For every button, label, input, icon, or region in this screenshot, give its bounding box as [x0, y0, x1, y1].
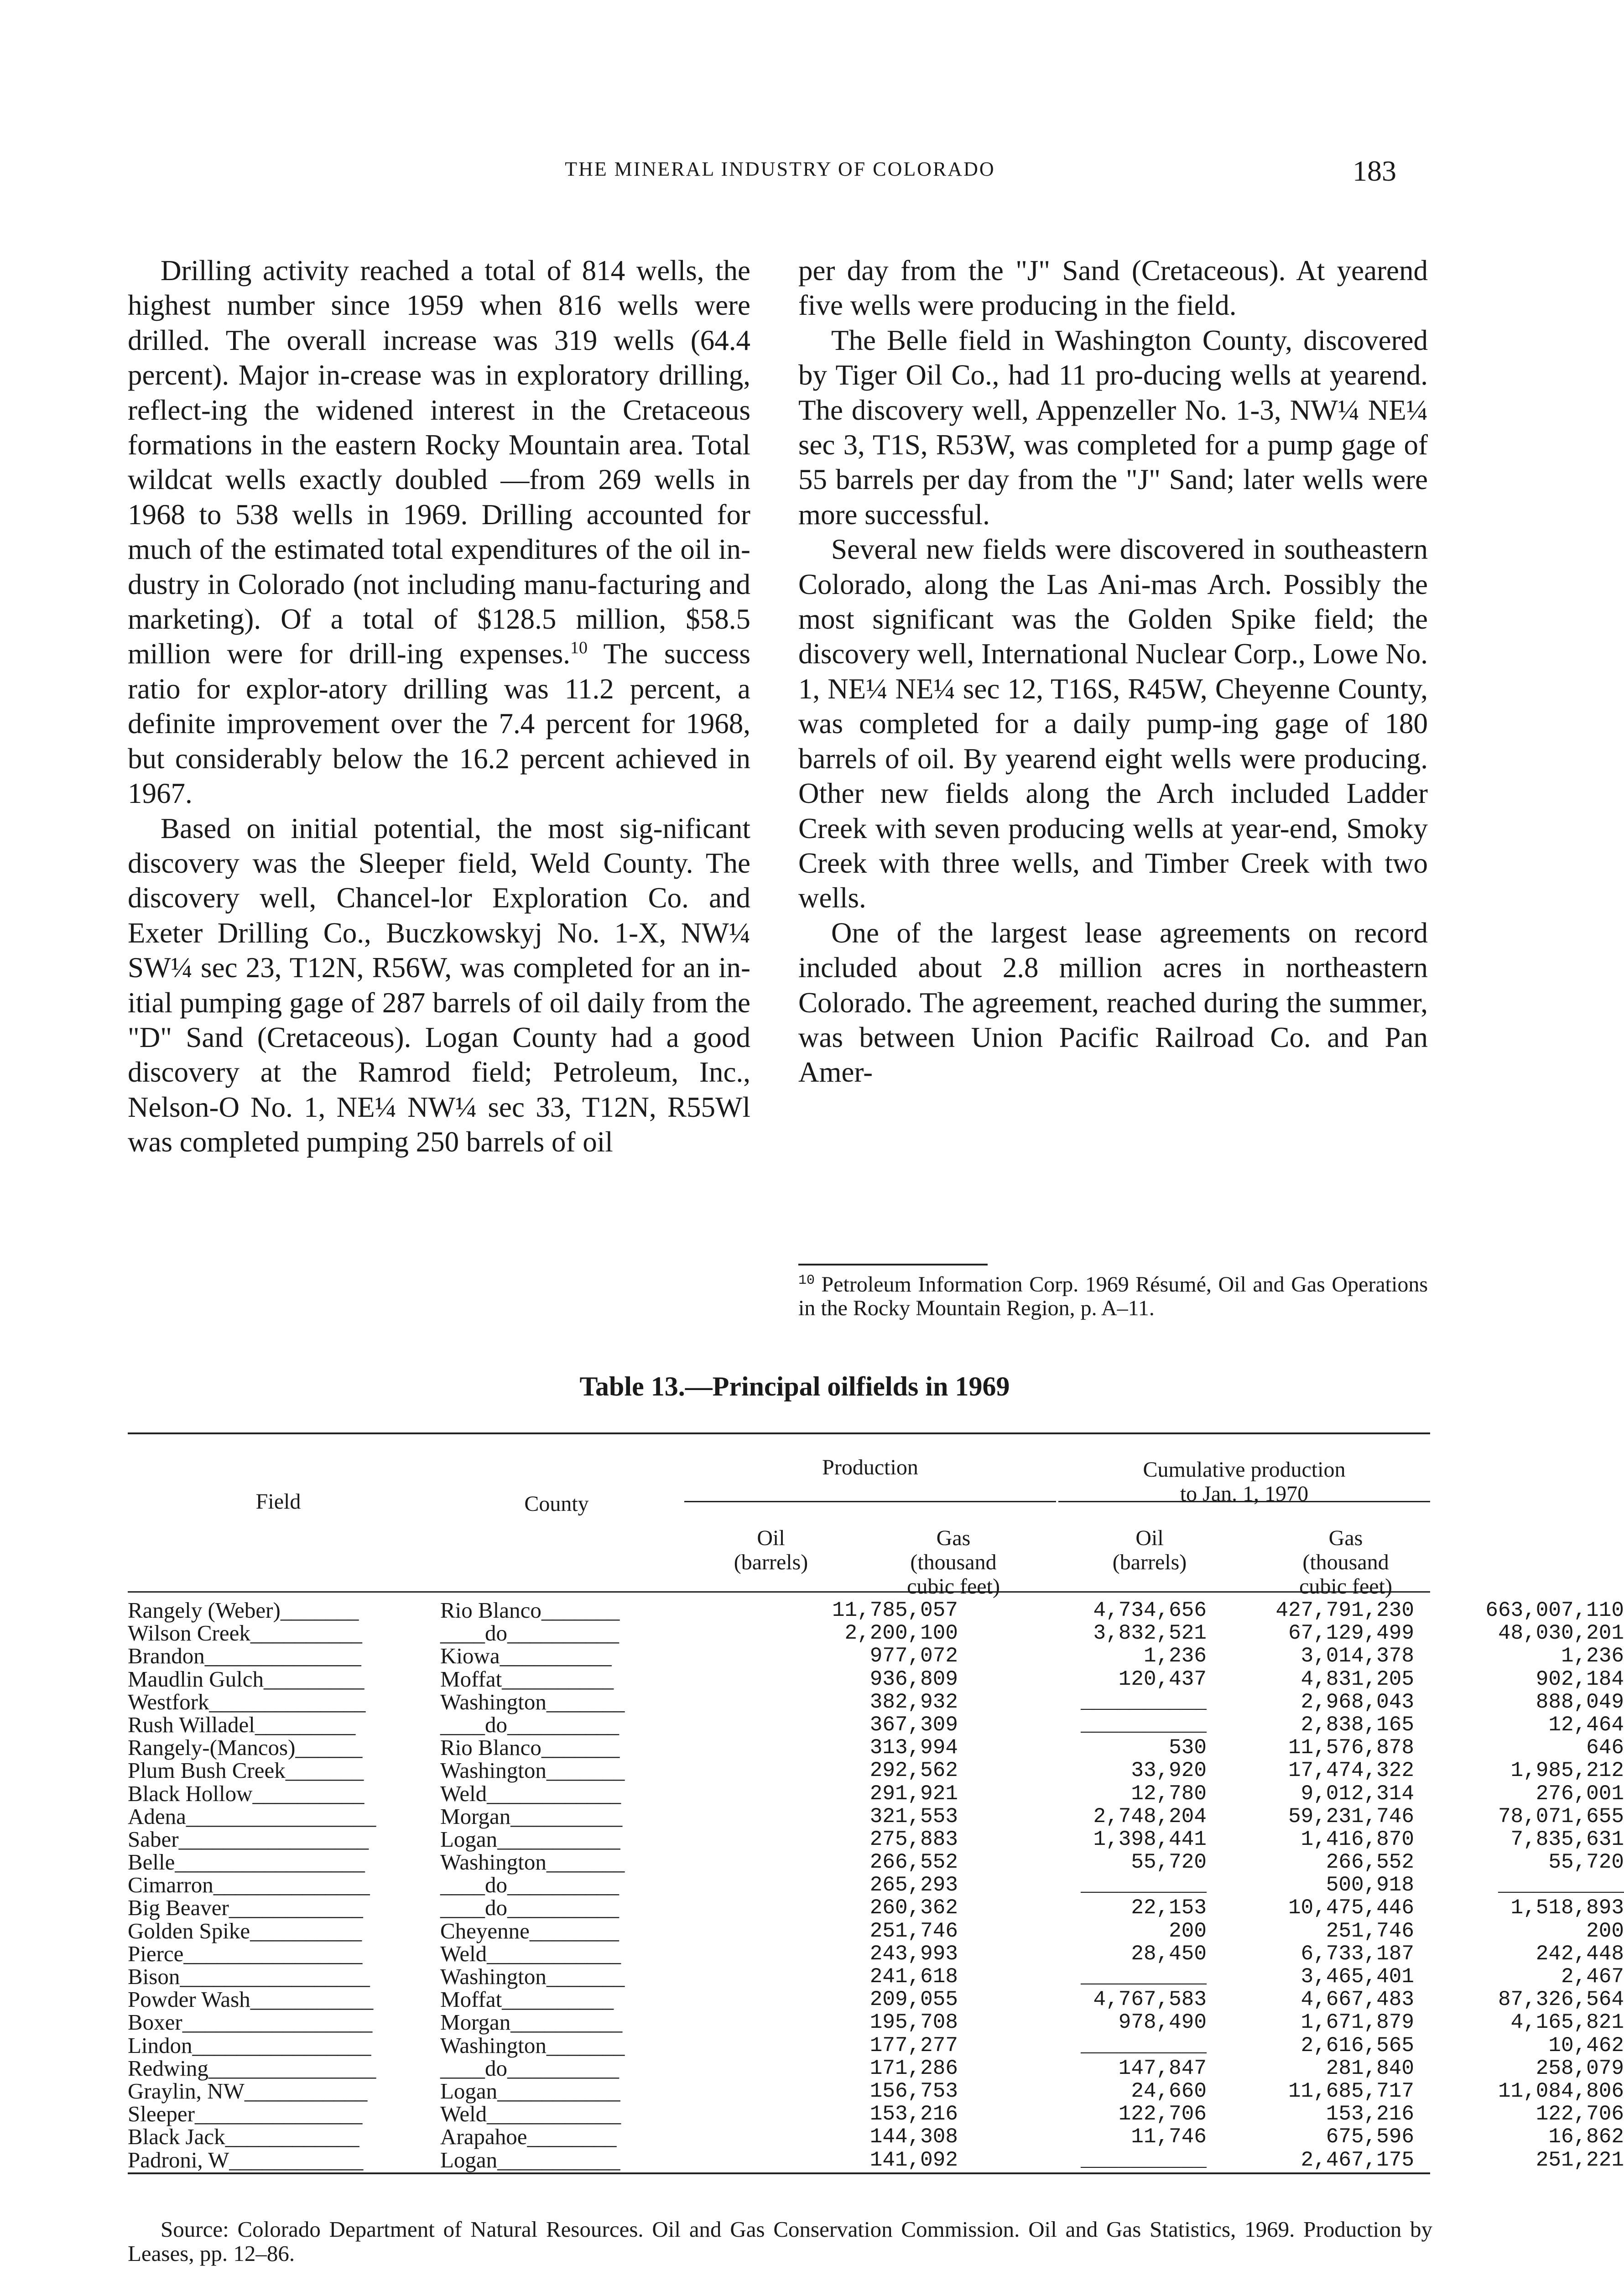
- table-row: [128, 1598, 1624, 1623]
- cell-cum-gas: 888,049: [1536, 1690, 1624, 1714]
- cell-cum-gas: 646: [1586, 1736, 1624, 1760]
- footnote-number: 10: [798, 1273, 815, 1288]
- production-rule: [684, 1501, 1056, 1502]
- cell-oil: 195,708: [869, 2010, 958, 2035]
- table-row: [128, 1849, 1624, 1875]
- cell-field: Pierce________________: [128, 1941, 363, 1966]
- cell-cum-oil: 427,791,230: [1275, 1599, 1414, 1622]
- cell-cum-gas: 55,720: [1548, 1850, 1624, 1875]
- cell-cum-oil: 1,416,870: [1301, 1827, 1414, 1851]
- cell-gas: 28,450: [1131, 1942, 1207, 1966]
- table-row: [128, 1781, 1624, 1806]
- cell-county: Cheyenne________: [440, 1918, 619, 1943]
- cell-county: Washington_______: [440, 1758, 625, 1783]
- header-cumulative: Cumulative production to Jan. 1, 1970: [1143, 1458, 1346, 1506]
- cell-field: Adena_________________: [128, 1803, 376, 1829]
- cell-cum-oil: 1,671,879: [1301, 2010, 1414, 2035]
- header-bottom-rule: [128, 1591, 1430, 1593]
- cell-cum-oil: 500,918: [1326, 1873, 1414, 1897]
- table-row: [128, 1758, 1624, 1783]
- cell-cum-gas: 10,462: [1548, 2033, 1624, 2057]
- cell-field: Black Hollow__________: [128, 1781, 364, 1806]
- footnote-ref: 10: [570, 638, 588, 658]
- cell-cum-gas: 11,084,806: [1498, 2079, 1624, 2103]
- cell-cum-oil: 67,129,499: [1288, 1621, 1414, 1646]
- cell-county: ____do__________: [440, 2055, 619, 2081]
- cell-field: Redwing_______________: [128, 2055, 376, 2081]
- table-title: Table 13.—Principal oilfields in 1969: [579, 1371, 1010, 1401]
- cell-cum-gas: 87,326,564: [1498, 1988, 1624, 2012]
- cell-cum-gas: 78,071,655: [1498, 1804, 1624, 1828]
- cell-gas: 978,490: [1118, 2010, 1207, 2035]
- cell-oil: 141,092: [869, 2148, 958, 2172]
- cell-cum-gas: 663,007,110: [1485, 1599, 1624, 1622]
- cell-oil: 291,921: [869, 1781, 958, 1806]
- cell-county: Logan___________: [440, 2078, 620, 2104]
- cell-gas: __________: [1080, 1965, 1207, 1989]
- cell-oil: 177,277: [869, 2033, 958, 2057]
- table-row: [128, 1964, 1624, 1989]
- cell-oil: 243,993: [869, 1942, 958, 1966]
- running-head: THE MINERAL INDUSTRY OF COLORADO: [565, 158, 995, 180]
- cell-cum-oil: 17,474,322: [1288, 1759, 1414, 1783]
- header-production: Production: [822, 1455, 918, 1479]
- cell-cum-oil: 3,465,401: [1301, 1965, 1414, 1989]
- cell-county: Rio Blanco_______: [440, 1735, 620, 1760]
- cell-field: Rangely (Weber)_______: [128, 1598, 359, 1623]
- cell-oil: 144,308: [869, 2125, 958, 2149]
- cell-cum-oil: 2,467,175: [1301, 2148, 1414, 2172]
- table-top-rule: [128, 1432, 1430, 1434]
- table-row: [128, 1826, 1624, 1852]
- cell-oil: 321,553: [869, 1804, 958, 1828]
- cell-county: Logan___________: [440, 1826, 620, 1852]
- cell-oil: 292,562: [869, 1759, 958, 1783]
- header-oil: Oil (barrels): [734, 1526, 808, 1574]
- cell-cum-gas: 122,706: [1536, 2102, 1624, 2126]
- cell-cum-gas: 7,835,631: [1510, 1827, 1624, 1851]
- cell-field: Maudlin Gulch_________: [128, 1666, 364, 1692]
- cell-cum-oil: 251,746: [1326, 1919, 1414, 1943]
- cell-oil: 265,293: [869, 1873, 958, 1897]
- cell-cum-gas: 2,467: [1561, 1965, 1624, 1989]
- cell-oil: 171,286: [869, 2056, 958, 2080]
- cell-cum-oil: 266,552: [1326, 1850, 1414, 1875]
- cell-field: Padroni, W____________: [128, 2147, 364, 2172]
- paragraph: Based on initial potential, the most sig-nificant discovery was the Sleeper field, Weld County. The discovery well, Chancel-lor Exploration Co. and Exeter Drilling Co., Buczkowskyj No. 1-X, NW¼ SW¼ sec 23, T12N, R56W, was completed for an in-itial pumping gage of 287 barrels of oil daily from the "D" Sand (Cretaceous). Logan County had a good discovery at the Ramrod field; Petroleum, Inc., Nelson-O No. 1, NE¼ NW¼ sec 33, T12N, R55Wl was completed pumping 250 barrels of oil: [128, 812, 750, 1158]
- paragraph: Several new fields were discovered in southeastern Colorado, along the Las Ani-mas Arch. Possibly the most significant was the Golden Spike field; the discovery well, International Nuclear Corp., Lowe No. 1, NE¼ NE¼ sec 12, T16S, R45W, Cheyenne County, was completed for a daily pump-ing gage of 180 barrels of oil. By yearend eight wells were producing. Other new fields along the Arch included Ladder Creek with seven producing wells at year-end, Smoky Creek with three wells, and Timber Creek with two wells.: [798, 533, 1428, 914]
- cell-cum-oil: 10,475,446: [1288, 1896, 1414, 1920]
- cell-cum-gas: 12,464: [1548, 1713, 1624, 1737]
- cell-gas: __________: [1080, 1690, 1207, 1714]
- paragraph: per day from the "J" Sand (Cretaceous). At yearend five wells were producing in the field.: [798, 255, 1428, 322]
- cell-county: ____do__________: [440, 1872, 619, 1898]
- table-row: [128, 2124, 1624, 2150]
- cell-field: Rush Willadel_________: [128, 1712, 356, 1737]
- table-row: [128, 2032, 1624, 2058]
- table-row: [128, 1872, 1624, 1898]
- cell-oil: 275,883: [869, 1827, 958, 1851]
- cell-field: Sleeper_______________: [128, 2101, 363, 2127]
- cell-gas: 24,660: [1131, 2079, 1207, 2103]
- cell-oil: 266,552: [869, 1850, 958, 1875]
- cell-county: Arapahoe________: [440, 2124, 617, 2150]
- cell-cum-oil: 675,596: [1326, 2125, 1414, 2149]
- cell-county: Weld____________: [440, 2101, 621, 2127]
- cell-cum-oil: 2,838,165: [1301, 1713, 1414, 1737]
- cell-county: ____do__________: [440, 1895, 619, 1921]
- table-row: [128, 1941, 1624, 1966]
- cell-field: Rangely-(Mancos)______: [128, 1735, 363, 1760]
- cell-cum-oil: 4,667,483: [1301, 1988, 1414, 2012]
- footnote-rule: [798, 1264, 988, 1265]
- cell-cum-oil: 9,012,314: [1301, 1781, 1414, 1806]
- footnote: $^{10}$ Petroleum Information Corp. 1969 Résumé, Oil and Gas Operations in the Rocky Mountain Region, p. A–11.: [798, 1272, 1428, 1320]
- cell-county: Washington_______: [440, 1964, 625, 1989]
- paragraph: Drilling activity reached a total of 814 wells, the highest number since 1959 when 816 wells were drilled. The overall increase was 319 wells (64.4 percent). Major in-crease was in exploratory drilling, reflect-ing the widened interest in the Cretaceous formations in the eastern Rocky Mountain area. Total wildcat wells exactly doubled —from 269 wells in 1968 to 538 wells in 1969. Drilling accounted for much of the estimated total expenditures of the oil in-dustry in Colorado (not including manu-facturing and marketing). Of a total of $128.5 million, $58.5 million were for drill-ing expenses.$^{10}$ The success ratio for explor-atory drilling was 11.2 percent, a definite improvement over the 7.4 percent for 1968, but considerably below the 16.2 percent achieved in 1967.: [128, 255, 751, 810]
- cell-gas: 122,706: [1118, 2102, 1207, 2126]
- cell-cum-gas: 258,079: [1536, 2056, 1624, 2080]
- cell-cum-gas: 276,001: [1536, 1781, 1624, 1806]
- table-row: [128, 1895, 1624, 1921]
- cell-oil: 156,753: [869, 2079, 958, 2103]
- cell-cum-gas: __________: [1498, 1873, 1624, 1897]
- cell-oil: 260,362: [869, 1896, 958, 1920]
- cell-county: Rio Blanco_______: [440, 1598, 620, 1623]
- cell-gas: 120,437: [1118, 1667, 1207, 1691]
- page-number: 183: [1353, 155, 1396, 187]
- table-bottom-rule: [128, 2172, 1430, 2174]
- cell-field: Wilson Creek__________: [128, 1620, 362, 1646]
- cell-county: Weld____________: [440, 1781, 621, 1806]
- table-row: [128, 2010, 1624, 2035]
- cell-cum-gas: 48,030,201: [1498, 1621, 1624, 1646]
- cell-gas: 3,832,521: [1093, 1621, 1207, 1646]
- table-row: [128, 2078, 1624, 2104]
- cell-county: Washington_______: [440, 1689, 625, 1714]
- cell-cum-gas: 4,165,821: [1510, 2010, 1624, 2035]
- cell-field: Westfork______________: [128, 1689, 366, 1714]
- table-row: [128, 1643, 1624, 1669]
- cell-cum-gas: 1,518,893: [1510, 1896, 1624, 1920]
- cell-cum-oil: 6,733,187: [1301, 1942, 1414, 1966]
- cell-county: Kiowa__________: [440, 1643, 612, 1669]
- cell-field: Black Jack____________: [128, 2124, 359, 2150]
- cell-oil: 313,994: [869, 1736, 958, 1760]
- left-column: [128, 253, 750, 1160]
- cell-field: Cimarron______________: [128, 1872, 370, 1898]
- table-row: [128, 1987, 1624, 2012]
- paragraph: The Belle field in Washington County, discovered by Tiger Oil Co., had 11 pro-ducing wells at yearend. The discovery well, Appenzeller No. 1-3, NW¼ NE¼ sec 3, T1S, R53W, was completed for a pump gage of 55 barrels per day from the "J" Sand; later wells were more successful.: [798, 324, 1428, 531]
- cell-county: Morgan__________: [440, 1803, 623, 1829]
- table-row: [128, 1803, 1624, 1829]
- cell-field: Lindon________________: [128, 2032, 371, 2058]
- cell-gas: 55,720: [1131, 1850, 1207, 1875]
- cell-county: Moffat__________: [440, 1987, 614, 2012]
- table-source: Source: Colorado Department of Natural Resources. Oil and Gas Conservation Commission. Oil and Gas Statistics, 1969. Production by Leases, pp. 12–86.: [128, 2217, 1432, 2266]
- cell-cum-gas: 1,236: [1561, 1644, 1624, 1668]
- right-column: [798, 253, 1428, 1090]
- table-row: [128, 1666, 1624, 1692]
- cell-oil: 367,309: [869, 1713, 958, 1737]
- cell-county: Moffat__________: [440, 1666, 614, 1692]
- header-gas: Gas (thousand cubic feet): [907, 1526, 1000, 1599]
- cell-oil: 153,216: [869, 2102, 958, 2126]
- header-cum-gas: Gas (thousand cubic feet): [1299, 1526, 1392, 1599]
- cell-cum-oil: 4,831,205: [1301, 1667, 1414, 1691]
- cell-cum-oil: 3,014,378: [1301, 1644, 1414, 1668]
- cell-oil: 241,618: [869, 1965, 958, 1989]
- cell-county: Washington_______: [440, 1849, 625, 1875]
- cell-field: Bison_________________: [128, 1964, 370, 1989]
- cell-gas: 11,746: [1131, 2125, 1207, 2149]
- paragraph: One of the largest lease agreements on record included about 2.8 million acres in northeastern Colorado. The agreement, reached during the summer, was between Union Pacific Railroad Co. and Pan Amer-: [798, 917, 1428, 1088]
- cell-gas: 1,236: [1143, 1644, 1207, 1668]
- cell-county: Washington_______: [440, 2032, 625, 2058]
- cell-field: Graylin, NW___________: [128, 2078, 368, 2104]
- cell-field: Golden Spike__________: [128, 1918, 362, 1943]
- cell-oil: 2,200,100: [844, 1621, 958, 1646]
- cell-gas: 2,748,204: [1093, 1804, 1207, 1828]
- cell-county: Weld____________: [440, 1941, 621, 1966]
- cell-gas: __________: [1080, 2148, 1207, 2172]
- cell-gas: 12,780: [1131, 1781, 1207, 1806]
- cell-oil: 11,785,057: [832, 1599, 958, 1622]
- cell-oil: 251,746: [869, 1919, 958, 1943]
- cell-gas: 33,920: [1131, 1759, 1207, 1783]
- cell-cum-gas: 200: [1586, 1919, 1624, 1943]
- cell-cum-gas: 16,862: [1548, 2125, 1624, 2149]
- cell-gas: __________: [1080, 1713, 1207, 1737]
- cell-cum-oil: 281,840: [1326, 2056, 1414, 2080]
- cell-gas: __________: [1080, 2033, 1207, 2057]
- cell-cum-gas: 902,184: [1536, 1667, 1624, 1691]
- cell-field: Saber_________________: [128, 1826, 369, 1852]
- table-row: [128, 2147, 1624, 2172]
- cell-field: Big Beaver____________: [128, 1895, 363, 1921]
- cell-field: Powder Wash___________: [128, 1987, 374, 2012]
- cell-oil: 209,055: [869, 1988, 958, 2012]
- cell-cum-gas: 251,221: [1536, 2148, 1624, 2172]
- cell-county: Morgan__________: [440, 2010, 623, 2035]
- table-row: [128, 1620, 1624, 1646]
- cell-cum-oil: 11,576,878: [1288, 1736, 1414, 1760]
- cell-gas: 4,767,583: [1093, 1988, 1207, 2012]
- cell-cum-oil: 2,616,565: [1301, 2033, 1414, 2057]
- header-field: Field: [255, 1489, 301, 1514]
- cell-county: ____do__________: [440, 1712, 619, 1737]
- table-row: [128, 2055, 1624, 2081]
- table-row: [128, 1689, 1624, 1714]
- header-cum-oil: Oil (barrels): [1112, 1526, 1187, 1574]
- cell-county: Logan___________: [440, 2147, 620, 2172]
- cell-gas: 200: [1169, 1919, 1207, 1943]
- header-county: County: [524, 1492, 589, 1516]
- cell-gas: __________: [1080, 1873, 1207, 1897]
- cell-cum-oil: 153,216: [1326, 2102, 1414, 2126]
- cell-cum-oil: 11,685,717: [1288, 2079, 1414, 2103]
- cell-field: Brandon______________: [128, 1643, 361, 1669]
- table-row: [128, 2101, 1624, 2127]
- cell-cum-gas: 1,985,212: [1510, 1759, 1624, 1783]
- cell-field: Belle_________________: [128, 1849, 365, 1875]
- table-body: [128, 1598, 1624, 2172]
- cell-gas: 147,847: [1118, 2056, 1207, 2080]
- cell-gas: 4,734,656: [1093, 1599, 1207, 1622]
- table-row: [128, 1712, 1624, 1737]
- cell-oil: 977,072: [869, 1644, 958, 1668]
- cell-county: ____do__________: [440, 1620, 619, 1646]
- cell-cum-oil: 59,231,746: [1288, 1804, 1414, 1828]
- cell-cum-gas: 242,448: [1536, 1942, 1624, 1966]
- cell-gas: 530: [1169, 1736, 1207, 1760]
- cell-oil: 936,809: [869, 1667, 958, 1691]
- cell-field: Boxer_________________: [128, 2010, 373, 2035]
- table-row: [128, 1918, 1624, 1943]
- table-row: [128, 1735, 1624, 1760]
- cell-field: Plum Bush Creek_______: [128, 1758, 364, 1783]
- cell-cum-oil: 2,968,043: [1301, 1690, 1414, 1714]
- cell-gas: 22,153: [1131, 1896, 1207, 1920]
- cell-gas: 1,398,441: [1093, 1827, 1207, 1851]
- cell-oil: 382,932: [869, 1690, 958, 1714]
